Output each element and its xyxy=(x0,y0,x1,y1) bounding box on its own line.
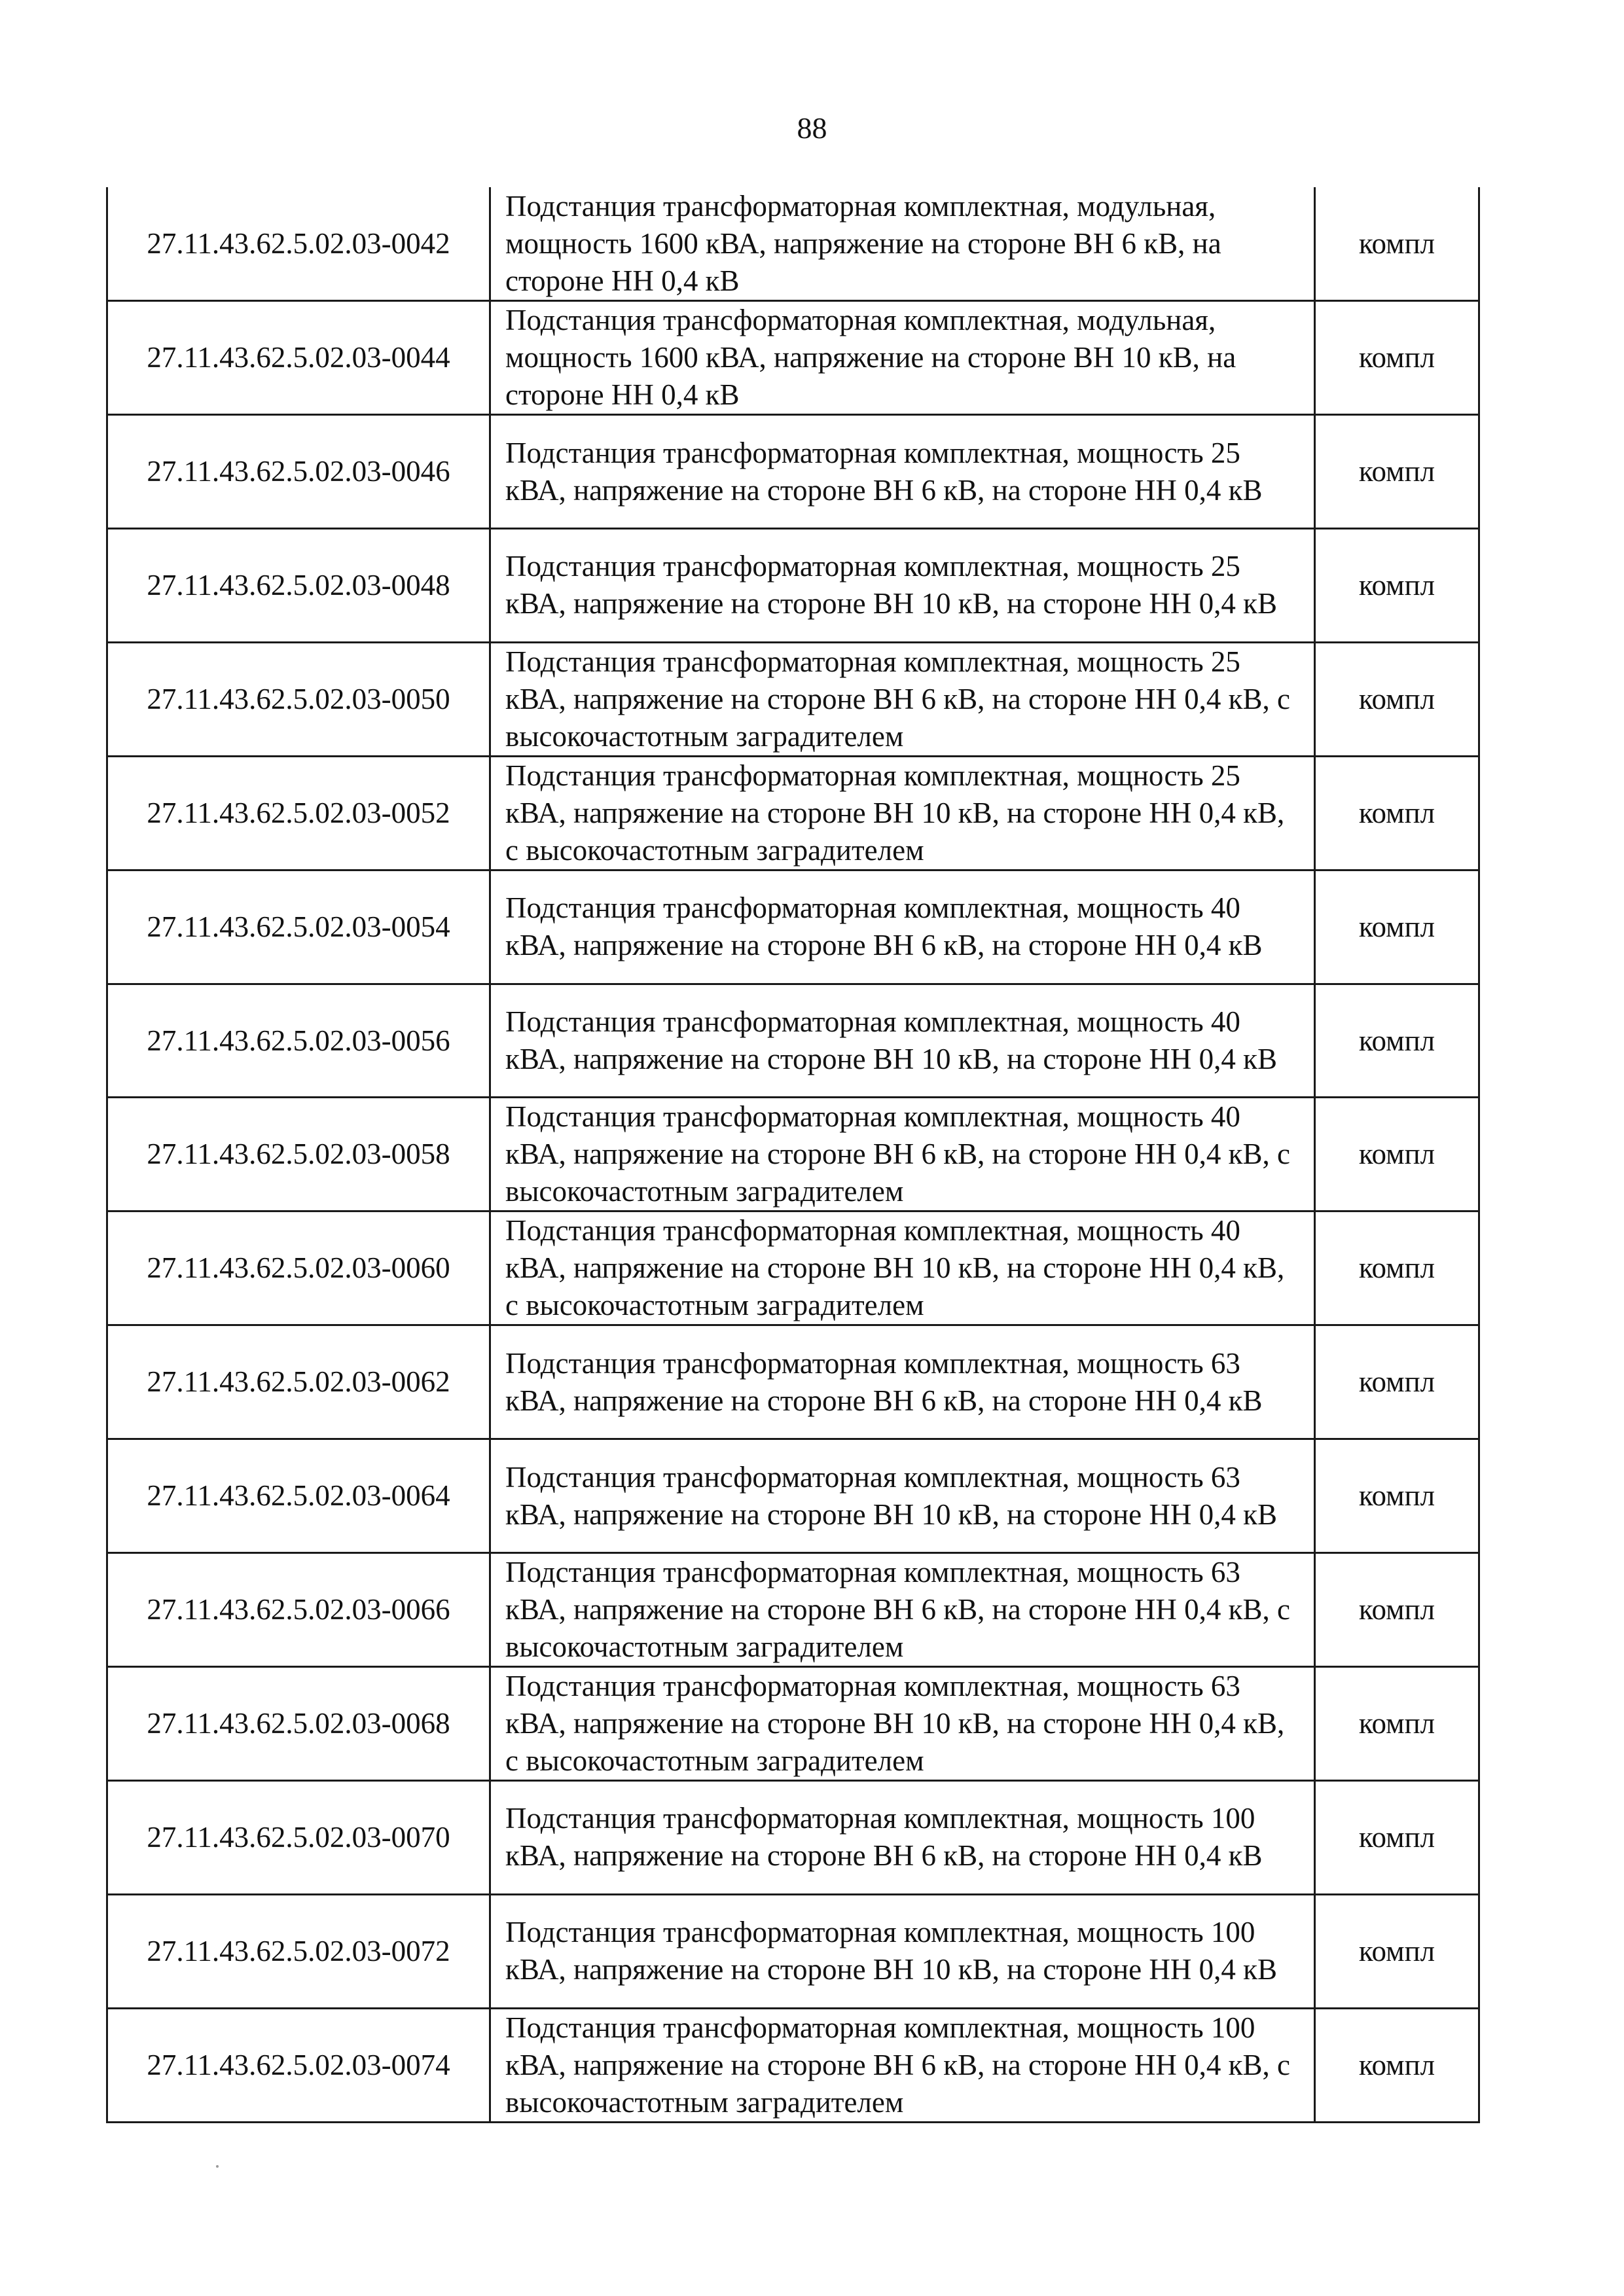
table-row xyxy=(107,1553,1479,1667)
unit-cell: компл xyxy=(1315,1781,1479,1895)
resource-code-cell: 27.11.43.62.5.02.03-0072 xyxy=(107,1894,490,2008)
unit-cell: компл xyxy=(1315,1667,1479,1781)
table-row xyxy=(107,642,1479,756)
resource-code-cell: 27.11.43.62.5.02.03-0066 xyxy=(107,1553,490,1667)
resource-code-cell: 27.11.43.62.5.02.03-0068 xyxy=(107,1667,490,1781)
unit-cell: компл xyxy=(1315,301,1479,415)
table-row xyxy=(107,415,1479,529)
resource-name-cell: Подстанция трансформаторная комплектная, мощность 63 кВА, напряжение на стороне ВН 6 кВ, на стороне НН 0,4 кВ xyxy=(490,1325,1315,1439)
table-row xyxy=(107,870,1479,984)
resource-table xyxy=(106,187,1480,2123)
unit-cell: компл xyxy=(1315,1439,1479,1553)
resource-code-cell: 27.11.43.62.5.02.03-0070 xyxy=(107,1781,490,1895)
resource-code-cell: 27.11.43.62.5.02.03-0054 xyxy=(107,870,490,984)
resource-name-cell: Подстанция трансформаторная комплектная, мощность 100 кВА, напряжение на стороне ВН 6 кВ, на стороне НН 0,4 кВ, с высокочастотным заградителем xyxy=(490,2008,1315,2122)
resource-name-cell: Подстанция трансформаторная комплектная, мощность 25 кВА, напряжение на стороне ВН 6 кВ, на стороне НН 0,4 кВ xyxy=(490,415,1315,529)
table-row xyxy=(107,1325,1479,1439)
table-row xyxy=(107,187,1479,301)
resource-code-cell: 27.11.43.62.5.02.03-0044 xyxy=(107,301,490,415)
unit-cell: компл xyxy=(1315,415,1479,529)
unit-cell: компл xyxy=(1315,187,1479,301)
resource-name-cell: Подстанция трансформаторная комплектная, мощность 25 кВА, напряжение на стороне ВН 6 кВ, на стороне НН 0,4 кВ, с высокочастотным заградителем xyxy=(490,642,1315,756)
table-row xyxy=(107,2008,1479,2122)
resource-code-cell: 27.11.43.62.5.02.03-0064 xyxy=(107,1439,490,1553)
resource-name-cell: Подстанция трансформаторная комплектная, модульная, мощность 1600 кВА, напряжение на стороне ВН 10 кВ, на стороне НН 0,4 кВ xyxy=(490,301,1315,415)
resource-code-cell: 27.11.43.62.5.02.03-0052 xyxy=(107,756,490,870)
unit-cell: компл xyxy=(1315,2008,1479,2122)
resource-name-cell: Подстанция трансформаторная комплектная, мощность 40 кВА, напряжение на стороне ВН 10 кВ, на стороне НН 0,4 кВ xyxy=(490,984,1315,1098)
table-row xyxy=(107,1439,1479,1553)
resource-name-cell: Подстанция трансформаторная комплектная, мощность 63 кВА, напряжение на стороне ВН 6 кВ, на стороне НН 0,4 кВ, с высокочастотным заградителем xyxy=(490,1553,1315,1667)
table-row xyxy=(107,301,1479,415)
unit-cell: компл xyxy=(1315,1098,1479,1211)
table-row xyxy=(107,1098,1479,1211)
unit-cell: компл xyxy=(1315,756,1479,870)
unit-cell: компл xyxy=(1315,642,1479,756)
resource-name-cell: Подстанция трансформаторная комплектная, мощность 63 кВА, напряжение на стороне ВН 10 кВ, на стороне НН 0,4 кВ xyxy=(490,1439,1315,1553)
unit-cell: компл xyxy=(1315,1325,1479,1439)
resource-code-cell: 27.11.43.62.5.02.03-0042 xyxy=(107,187,490,301)
resource-name-cell: Подстанция трансформаторная комплектная, мощность 25 кВА, напряжение на стороне ВН 10 кВ, на стороне НН 0,4 кВ xyxy=(490,529,1315,643)
scan-speck xyxy=(216,2165,219,2168)
resource-code-cell: 27.11.43.62.5.02.03-0048 xyxy=(107,529,490,643)
resource-name-cell: Подстанция трансформаторная комплектная, мощность 40 кВА, напряжение на стороне ВН 6 кВ, на стороне НН 0,4 кВ, с высокочастотным заградителем xyxy=(490,1098,1315,1211)
resource-name-cell: Подстанция трансформаторная комплектная, мощность 40 кВА, напряжение на стороне ВН 10 кВ, на стороне НН 0,4 кВ, с высокочастотным заградителем xyxy=(490,1211,1315,1325)
unit-cell: компл xyxy=(1315,1894,1479,2008)
table-row xyxy=(107,529,1479,643)
unit-cell: компл xyxy=(1315,984,1479,1098)
table-row xyxy=(107,756,1479,870)
resource-code-cell: 27.11.43.62.5.02.03-0060 xyxy=(107,1211,490,1325)
resource-code-cell: 27.11.43.62.5.02.03-0058 xyxy=(107,1098,490,1211)
resource-code-cell: 27.11.43.62.5.02.03-0056 xyxy=(107,984,490,1098)
page-number: 88 xyxy=(797,111,827,145)
table-row xyxy=(107,1667,1479,1781)
resource-code-cell: 27.11.43.62.5.02.03-0046 xyxy=(107,415,490,529)
table-row xyxy=(107,1781,1479,1895)
resource-name-cell: Подстанция трансформаторная комплектная, мощность 40 кВА, напряжение на стороне ВН 6 кВ, на стороне НН 0,4 кВ xyxy=(490,870,1315,984)
unit-cell: компл xyxy=(1315,870,1479,984)
unit-cell: компл xyxy=(1315,1553,1479,1667)
resource-code-cell: 27.11.43.62.5.02.03-0074 xyxy=(107,2008,490,2122)
table-row xyxy=(107,1894,1479,2008)
resource-name-cell: Подстанция трансформаторная комплектная, мощность 63 кВА, напряжение на стороне ВН 10 кВ, на стороне НН 0,4 кВ, с высокочастотным заградителем xyxy=(490,1667,1315,1781)
resource-name-cell: Подстанция трансформаторная комплектная, мощность 100 кВА, напряжение на стороне ВН 6 кВ, на стороне НН 0,4 кВ xyxy=(490,1781,1315,1895)
table-row xyxy=(107,1211,1479,1325)
resource-name-cell: Подстанция трансформаторная комплектная, мощность 25 кВА, напряжение на стороне ВН 10 кВ, на стороне НН 0,4 кВ, с высокочастотным заградителем xyxy=(490,756,1315,870)
unit-cell: компл xyxy=(1315,1211,1479,1325)
unit-cell: компл xyxy=(1315,529,1479,643)
resource-code-cell: 27.11.43.62.5.02.03-0050 xyxy=(107,642,490,756)
resource-code-cell: 27.11.43.62.5.02.03-0062 xyxy=(107,1325,490,1439)
table-row xyxy=(107,984,1479,1098)
resource-name-cell: Подстанция трансформаторная комплектная, мощность 100 кВА, напряжение на стороне ВН 10 кВ, на стороне НН 0,4 кВ xyxy=(490,1894,1315,2008)
resource-name-cell: Подстанция трансформаторная комплектная, модульная, мощность 1600 кВА, напряжение на стороне ВН 6 кВ, на стороне НН 0,4 кВ xyxy=(490,187,1315,301)
